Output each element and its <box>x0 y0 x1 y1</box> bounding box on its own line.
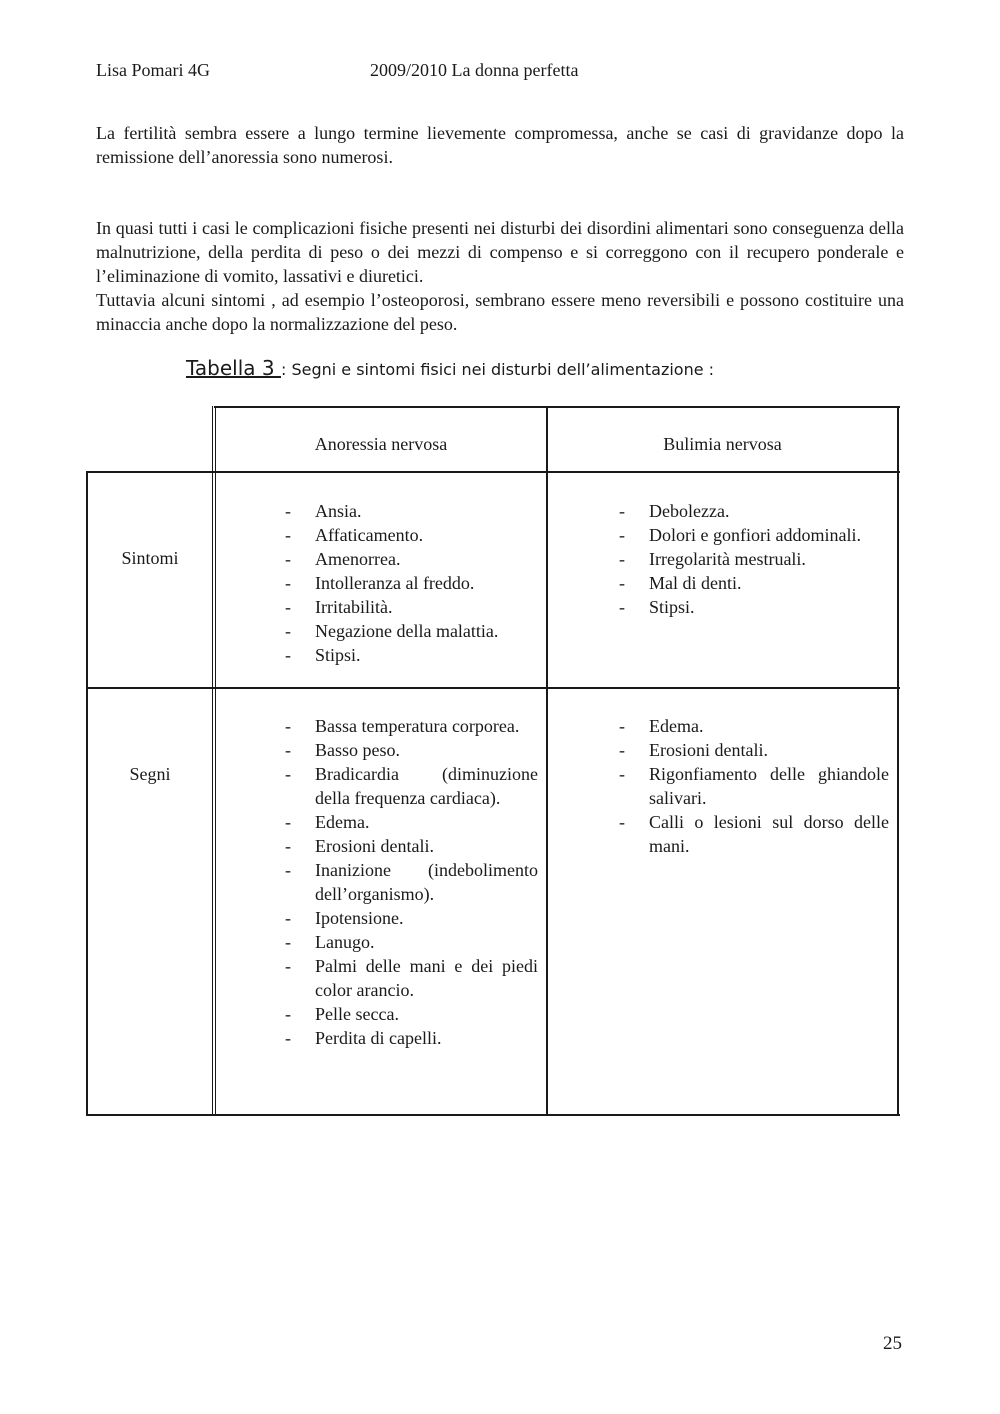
list-item: - Amenorrea. <box>285 547 538 571</box>
paragraph-symptoms: Tuttavia alcuni sintomi , ad esempio l’osteoporosi, sembrano essere meno reversibili e possono costituire una minaccia anche dopo la normalizzazione del peso. <box>96 290 904 334</box>
table-caption-label: Tabella 3 <box>186 356 281 380</box>
list-item: - Calli o lesioni sul dorso delle mani. <box>619 810 889 858</box>
list-item: - Edema. <box>619 714 889 738</box>
list-item: - Rigonfiamento delle ghiandole salivari. <box>619 762 889 810</box>
list-item: - Intolleranza al freddo. <box>285 571 538 595</box>
column-header-anoressia: Anoressia nervosa <box>314 434 448 454</box>
column-header-bulimia: Bulimia nervosa <box>663 434 782 454</box>
page-number: 25 <box>883 1333 902 1354</box>
table-border-top <box>214 406 900 408</box>
list-item: - Irregolarità mestruali. <box>619 547 889 571</box>
list-item: - Bassa temperatura corporea. <box>285 714 538 738</box>
table-border-label-col-a <box>212 406 213 1116</box>
list-item: - Negazione della malattia. <box>285 619 538 643</box>
cell-sintomi-bulimia <box>619 499 889 619</box>
paragraph-fertility: La fertilità sembra essere a lungo termine lievemente compromessa, anche se casi di gravidanze dopo la remissione dell’anoressia sono numerosi. <box>96 123 904 167</box>
list-item: - Ansia. <box>285 499 538 523</box>
table-border-label-col-b <box>215 406 216 1116</box>
list-item: - Dolori e gonfiori addominali. <box>619 523 889 547</box>
cell-sintomi-anoressia <box>285 499 538 667</box>
table-border-middle <box>546 406 548 1116</box>
list-item: - Irritabilità. <box>285 595 538 619</box>
list-item: - Debolezza. <box>619 499 889 523</box>
list-item: - Erosioni dentali. <box>285 834 538 858</box>
row-label-sintomi: Sintomi <box>121 548 179 568</box>
table-border-header <box>86 471 900 473</box>
table-caption <box>186 356 714 380</box>
header-title: 2009/2010 La donna perfetta <box>370 60 579 80</box>
table-caption-text: : Segni e sintomi fisici nei disturbi dell’alimentazione : <box>280 360 715 379</box>
list-item: - Palmi delle mani e dei piedi color arancio. <box>285 954 538 1002</box>
list-item: - Bradicardia (diminuzione della frequenza cardiaca). <box>285 762 538 810</box>
list-item: - Ipotensione. <box>285 906 538 930</box>
table-border-bottom <box>86 1114 900 1116</box>
list-item: - Basso peso. <box>285 738 538 762</box>
list-item: - Pelle secca. <box>285 1002 538 1026</box>
list-item: - Mal di denti. <box>619 571 889 595</box>
list-item: - Inanizione (indebolimento dell’organismo). <box>285 858 538 906</box>
list-item: - Perdita di capelli. <box>285 1026 538 1050</box>
list-item: - Lanugo. <box>285 930 538 954</box>
list-item: - Edema. <box>285 810 538 834</box>
list-item: - Erosioni dentali. <box>619 738 889 762</box>
cell-segni-bulimia <box>619 714 889 858</box>
cell-segni-anoressia <box>285 714 538 1050</box>
list-item: - Affaticamento. <box>285 523 538 547</box>
table-border-row-divider <box>86 687 900 689</box>
page-header <box>96 60 579 81</box>
list-item: - Stipsi. <box>619 595 889 619</box>
table-border-right <box>897 406 899 1116</box>
list-item: - Stipsi. <box>285 643 538 667</box>
paragraph-complications: In quasi tutti i casi le complicazioni fisiche presenti nei disturbi dei disordini alimentari sono conseguenza della malnutrizione, della perdita di peso o dei mezzi di compenso e si correggono con il recupero ponderale e l’eliminazione di vomito, lassativi e diuretici. <box>96 218 904 286</box>
header-author: Lisa Pomari 4G <box>96 60 210 80</box>
row-label-segni: Segni <box>129 764 171 784</box>
